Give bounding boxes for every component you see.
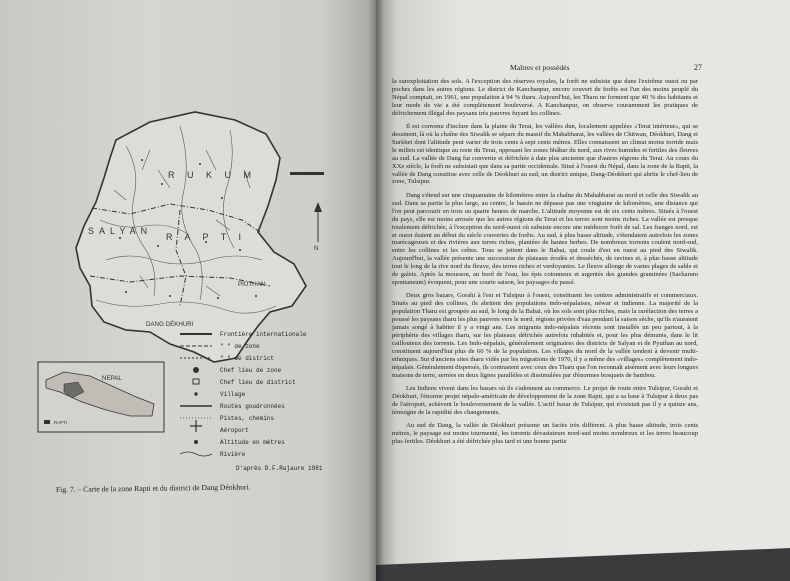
- legend-item: Rivière: [220, 451, 246, 458]
- book-gutter: [368, 0, 384, 581]
- paragraph: la surexploitation des sols. A l'exception des réserves royales, la forêt ne subsiste que dans l'extrême ouest ou par poches dans les autres régions. Le district de Kanchanpur, encore couvert de forêts est l'un des moins peuplé du Népal comptait, en 1961, une population à 94 % tharu. Aujourd'hui, les Tharu ne forment que 40 % des habitants et leur mode de vie a été complètement bouleversé. A Kanchanpur, on observe couramment les pratiques de défrichement illégal des paysans très pauvres fuyant les collines.: [392, 78, 698, 117]
- paragraph: Deux gros bazars, Gorahi à l'est et Tulsipur à l'ouest, constituent les centres administratifs et commerciaux. Situés au pied des collines, ils abritent des populations indo-népalaises, néwar et indienne. La majorité de la population Tharu est groupée au sud, le long de la Babai, où les sols sont plus riches, mais la raréfaction des terres a poussé les paysans tharu les plus pauvres vers le nord, régions privées d'eau pendant la saison sèche, qu'ils n'auraient jamais songé à habiter il y a vingt ans. Les migrants indo-népalais récents sont installés un peu partout, à la périphérie des villages tharu, sur les plateaux défrichés autrefois inhabités et, pour les plus démunis, dans le lit caillouteux des torrents. Les Indo-népalais, généralement originaires des districts de Salyan et de Pyuthan au nord, constituent aujourd'hui plus de 60 % de la population. Les villages du nord de la vallée tendent à devenir multi-ethniques. Sur d'anciens sites tharu vidés par les migrations de 1970, il y a même des «villages» complètement indo-népalais. Généralement dispersés, ils contrastent avec ceux des Tharu que l'on reconnaît aisément avec leurs longues maisons de terre, serrées en deux lignes parallèles et dissimulées par d'énormes bosquets de bambou.: [392, 292, 698, 379]
- legend-item: Altitude en mètres: [220, 439, 285, 446]
- page-number: 27: [694, 63, 702, 72]
- inset-label-nepal: NEPAL: [102, 375, 122, 382]
- legend-item: Pistes, chemins: [220, 415, 275, 422]
- legend-symbol-river: [180, 452, 212, 456]
- label-piuthan: PIUTHAN: [238, 281, 266, 288]
- label-dang-dekhuri: DANG DÉKHURI: [146, 321, 194, 328]
- north-arrow-icon: [314, 202, 322, 212]
- legend-item: " " de district: [220, 355, 275, 362]
- legend-symbol-district-capital: [193, 379, 199, 384]
- scale-bar: [290, 172, 324, 175]
- inset-legend-label: RAPTI: [54, 420, 68, 425]
- label-salyan: SALYAN: [88, 226, 153, 236]
- paragraph: Au sud de Dang, la vallée de Déokhuri présente un faciès très différent. A plus basse altitude, trois cents mètres, le paysage est moins tourmenté, les torrents dévastateurs nord-sud moins nombreux et les terres beaucoup plus fertiles. Déokhuri a été défrichée plus tard et une bonne partie: [392, 422, 698, 446]
- legend-item: Chef lieu de zone: [220, 367, 282, 374]
- legend-item: Routes goudronnées: [220, 403, 285, 410]
- label-rapti: R A P T I: [166, 232, 247, 242]
- map-figure: [30, 100, 364, 472]
- legend-item: Chef lieu de district: [220, 379, 296, 386]
- running-head: Maîtres et possédés: [510, 63, 570, 72]
- legend-symbol-zone-capital: [194, 368, 199, 373]
- legend-item: Aéroport: [220, 427, 249, 434]
- north-label: N: [314, 245, 319, 252]
- legend-symbol-airport: [190, 420, 202, 432]
- map-attribution: D'après D.F.Rajaure 1981: [236, 465, 323, 472]
- label-rukum: R U K U M: [168, 170, 257, 180]
- legend-symbol-altitude: [195, 441, 198, 444]
- figure-caption: Fig. 7. – Carte de la zone Rapti et du district de Dang Déokhuri.: [55, 482, 251, 495]
- legend-item: Frontière internationale: [220, 331, 307, 338]
- paragraph: Dang s'étend sur une cinquantaine de kilomètres entre la chaîne du Mahabbarat au nord et celle des Siwalik au sud. Dans sa partie la plus large, au centre, le bassin ne dépasse pas une vingtaine de kilomètres, une distance qui l'on peut parcourir en trois ou quatre heures de marche. L'altitude moyenne est de six cents mètres. Situés à l'ouest du pays, elle est moins arrosée que les autres régions du Terai et les terres sont moins riches. La vallée est presque totalement défrichée, à l'exception du nord-ouest où subsiste encore une médiocre forêt de sal. Les franges nord, est et ouest étaient au début du siècle couvertes de forêts. Au sud, à plus basse altitude, s'étendaient autrefois les zones marécageuses et des rivières aux terres riches, plantées de hautes herbes. De nombreux torrents coulent nord-sud, entre les collines et les crêtes. Tous se jettent dans le Babai, qui coule d'est en ouest au pied des Siwalik. Aujourd'hui, la vallée présente une succession de plateaux érodés et desséchés, de ravines et, à plus basse altitude tout le long de la rive nord du fleuve, des terres riches et verdoyantes. Le fleuve allonge de vastes plages de sable et de galets. Après la mousson, au bord de l'eau, les épis cotonneux et argentés des grandes graminées (Sacharum spontaneum) évoquent, pour une courte saison, les paysages du passé.: [392, 191, 698, 286]
- legend-symbol-village: [195, 393, 197, 395]
- paragraph: Les Indiens vivent dans les bazars où ils s'adonnent au commerce. Le projet de route entre Tulsipur, Gorahi et Déokhuri, l'énorme projet népalo-américain de développement de la zone Rapti, qui a sa base à Tulsipur à deux pas de l'aéroport, achèvent le bouleversement de la vallée. L'actif bazar de Tulsipur, qui n'existait pas il y a quinze ans, témoigne de la rapidité des changements.: [392, 385, 698, 416]
- body-text: [392, 78, 698, 452]
- legend-item: Village: [220, 391, 246, 398]
- legend-item: " " de zone: [220, 343, 260, 350]
- paragraph: Il est convenu d'inclure dans la plaine du Terai, les vallées dun, localement appelées «Terai intérieur», qui se dessinent, là où la chaîne des Siwalik se sépare du massif du Mahabharat, les vallées de Chitwan, Déokhuri, Dang et Surkhet dont l'altitude peut varier de trois cents à sept cents mètres. Elles connaissent un climat moins torride mais le milieu est identique au reste du Terai, opposant les zones bhâbar du nord, aux rives humides et fertiles des fleuves au sud. La vallée de Dang fut convertie et défrichée à date plus ancienne que d'autres régions du Terai. Au cours du XXe siècle, la forêt ne subsistait que dans sa partie occidentale. Situé à l'ouest du Népal, dans la zone de la Rapti, la vallée de Dang constitue avec celle de Déokhuri au sud, un district unique, Dang-Déokhuri qui abrite le chef-lieu de zone, Tulsipur.: [392, 123, 698, 186]
- rapti-zone-map: [30, 100, 364, 472]
- inset-legend-swatch: [44, 420, 50, 424]
